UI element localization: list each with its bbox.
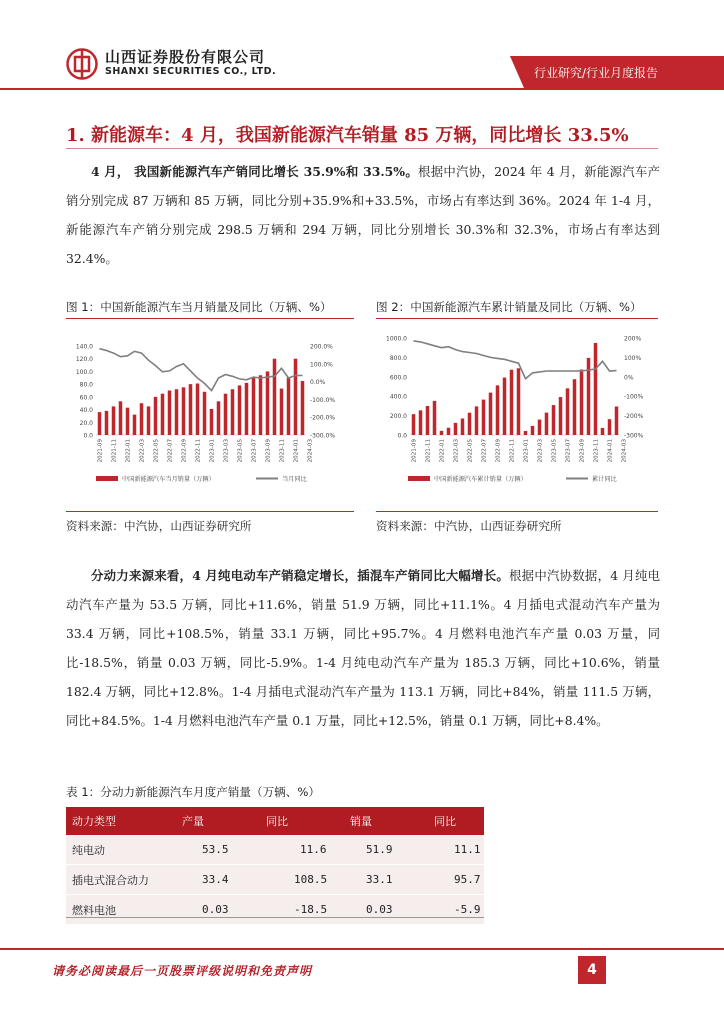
- y-right-tick-label: 0%: [624, 374, 634, 382]
- x-tick-label: 2022-07: [167, 439, 174, 463]
- x-tick-label: 2023-05: [237, 439, 244, 463]
- yoy-line: [100, 349, 303, 391]
- company-name-en: SHANXI SECURITIES CO., LTD.: [105, 66, 277, 77]
- figure-2-chart-svg: [376, 328, 658, 506]
- bar: [154, 397, 158, 435]
- bar: [210, 409, 214, 435]
- bar: [147, 406, 151, 435]
- y-left-tick-label: 120.0: [75, 356, 93, 364]
- bar: [273, 359, 277, 435]
- table-bottom-rule: [66, 917, 484, 918]
- bar: [294, 359, 298, 435]
- table-header-cell: 销量: [344, 807, 428, 835]
- bar: [203, 392, 207, 435]
- bar: [419, 410, 423, 435]
- bar: [301, 381, 305, 435]
- bar: [259, 375, 263, 435]
- x-tick-label: 2023-11: [593, 439, 600, 463]
- legend-bar-swatch: [96, 476, 118, 481]
- bar: [287, 378, 291, 435]
- x-tick-label: 2024-03: [307, 439, 314, 463]
- table-header-cell: 同比: [260, 807, 344, 835]
- x-tick-label: 2021-09: [97, 439, 104, 463]
- table-row: [66, 895, 484, 925]
- figure-2-chart: [376, 328, 658, 506]
- x-tick-label: 2022-11: [509, 439, 516, 463]
- figure-1-title: 图 1：中国新能源汽车当月销量及同比（万辆、%）: [66, 300, 332, 314]
- y-right-tick-label: -300%: [624, 432, 644, 440]
- y-right-tick-label: -100.0%: [310, 396, 336, 404]
- table-cell: 33.4: [172, 865, 260, 895]
- table-header-cell: 产量: [172, 807, 260, 835]
- figure-1-chart: [66, 328, 354, 506]
- x-tick-label: 2022-09: [495, 439, 502, 463]
- bar: [196, 384, 200, 435]
- table-cell: 0.03: [344, 895, 428, 925]
- y-left-tick-label: 200.0: [389, 413, 407, 421]
- table-cell: 11.1: [428, 835, 484, 865]
- table-header-cell: 同比: [428, 807, 484, 835]
- legend-bar-label: 中国新能源汽车当月销量（万辆）: [122, 476, 215, 483]
- x-tick-label: 2023-07: [565, 439, 572, 463]
- y-left-tick-label: 600.0: [389, 374, 407, 382]
- x-tick-label: 2022-05: [153, 439, 160, 463]
- report-type-tag: 行业研究/行业月度报告: [524, 56, 724, 88]
- table-row: [66, 865, 484, 895]
- bar: [559, 397, 563, 435]
- bar: [615, 406, 619, 435]
- legend-bar-label: 中国新能源汽车累计销量（万辆）: [434, 476, 527, 483]
- x-tick-label: 2024-03: [621, 439, 628, 463]
- page-number: 4: [578, 956, 606, 984]
- x-tick-label: 2022-07: [481, 439, 488, 463]
- table-cell: 95.7: [428, 865, 484, 895]
- yoy-line: [414, 341, 617, 379]
- bar: [594, 343, 598, 435]
- y-right-tick-label: 100.0%: [310, 361, 333, 369]
- y-right-tick-label: -200%: [624, 413, 644, 421]
- footer-rule: [0, 948, 724, 950]
- bar: [231, 389, 235, 435]
- y-right-tick-label: 200%: [624, 335, 642, 343]
- table-cell: 53.5: [172, 835, 260, 865]
- y-left-tick-label: 60.0: [79, 394, 93, 402]
- bar: [133, 415, 137, 435]
- table-cell: 11.6: [260, 835, 344, 865]
- bar: [412, 414, 416, 435]
- y-left-tick-label: 140.0: [75, 343, 93, 351]
- y-right-tick-label: 200.0%: [310, 343, 333, 351]
- bar: [538, 420, 542, 435]
- figure-1-bottom-rule: [66, 511, 354, 512]
- y-right-tick-label: -100%: [624, 393, 644, 401]
- bar: [175, 389, 179, 435]
- x-tick-label: 2022-05: [467, 439, 474, 463]
- y-right-tick-label: 0.0%: [310, 379, 326, 387]
- bar: [468, 413, 472, 435]
- bar: [140, 403, 144, 435]
- x-tick-label: 2022-03: [453, 439, 460, 463]
- bar: [426, 406, 430, 435]
- figure-2-bottom-rule: [376, 511, 658, 512]
- bar: [440, 431, 444, 435]
- bar: [252, 378, 256, 435]
- bar: [489, 393, 493, 435]
- table-cell: -5.9: [428, 895, 484, 925]
- x-tick-label: 2023-07: [251, 439, 258, 463]
- y-left-tick-label: 0.0: [83, 432, 93, 440]
- y-left-tick-label: 800.0: [389, 354, 407, 362]
- y-left-tick-label: 100.0: [75, 368, 93, 376]
- bar: [524, 431, 528, 435]
- figure-2-source: 资料来源：中汽协，山西证券研究所: [376, 519, 562, 533]
- x-tick-label: 2021-11: [425, 439, 432, 463]
- bar: [545, 413, 549, 435]
- x-tick-label: 2024-01: [293, 439, 300, 463]
- y-left-tick-label: 80.0: [79, 381, 93, 389]
- bar: [98, 412, 102, 435]
- bar: [266, 371, 270, 435]
- table-cell: 51.9: [344, 835, 428, 865]
- section-title: 1. 新能源车：4 月，我国新能源汽车销量 85 万辆，同比增长 33.5%: [66, 125, 629, 146]
- bar: [496, 385, 500, 435]
- bar: [482, 400, 486, 435]
- bar: [517, 368, 521, 435]
- x-tick-label: 2023-01: [523, 439, 530, 463]
- bar: [573, 379, 577, 435]
- bar: [224, 394, 228, 435]
- bar: [189, 384, 193, 435]
- legend-line-label: 累计同比: [592, 476, 617, 483]
- table-cell: 纯电动: [66, 835, 172, 865]
- table-header-row: [66, 807, 484, 835]
- bar: [608, 419, 612, 435]
- x-tick-label: 2021-11: [111, 439, 118, 463]
- bar: [280, 389, 284, 435]
- figure-2-top-rule: [376, 318, 658, 319]
- legend-bar-swatch: [408, 476, 430, 481]
- bar: [580, 370, 584, 435]
- y-right-tick-label: -200.0%: [310, 414, 336, 422]
- table-cell: 0.03: [172, 895, 260, 925]
- bar: [126, 408, 130, 435]
- company-logo: [66, 48, 98, 80]
- paragraph-2-lead: 分动力来源来看，4 月纯电动车产销稳定增长，插混车产销同比大幅增长。: [91, 568, 510, 583]
- bar: [161, 394, 165, 435]
- x-tick-label: 2021-09: [411, 439, 418, 463]
- bar: [510, 370, 514, 435]
- bar: [433, 401, 437, 435]
- bar: [168, 391, 172, 436]
- x-tick-label: 2023-09: [265, 439, 272, 463]
- company-name-cn: 山西证券股份有限公司: [105, 48, 266, 66]
- y-left-tick-label: 400.0: [389, 393, 407, 401]
- bar: [112, 406, 116, 435]
- table-row: [66, 835, 484, 865]
- paragraph-2: [66, 561, 660, 735]
- footer-disclaimer: 请务必阅读最后一页股票评级说明和免责声明: [52, 964, 313, 978]
- legend-line-label: 当月同比: [282, 476, 307, 483]
- x-tick-label: 2022-11: [195, 439, 202, 463]
- x-tick-label: 2023-01: [209, 439, 216, 463]
- y-right-tick-label: 100%: [624, 354, 642, 362]
- table-cell: -18.5: [260, 895, 344, 925]
- table-cell: 插电式混合动力: [66, 865, 172, 895]
- paragraph-1-body: 根据中汽协，2024 年 4 月，新能源汽车产销分别完成 87 万辆和 85 万辆，同比分别+35.9%和+33.5%，市场占有率达到 36%。2024 年 1-4 月，新能源汽车产销分别完成 298.5 万辆和 294 万辆，同比分别增长 30.3%和 32.3%，市场占有率达到 32.4%。: [66, 164, 661, 266]
- section-title-rule: [66, 148, 658, 149]
- y-left-tick-label: 1000.0: [386, 335, 407, 343]
- bar: [531, 426, 535, 435]
- figure-1-chart-svg: [66, 328, 354, 506]
- x-tick-label: 2023-09: [579, 439, 586, 463]
- table-1-title: 表 1：分动力新能源汽车月度产销量（万辆、%）: [66, 785, 320, 799]
- table-cell: 燃料电池: [66, 895, 172, 925]
- bar: [105, 411, 109, 435]
- bar: [238, 385, 242, 435]
- bar: [245, 383, 249, 435]
- paragraph-1-lead: 4 月， 我国新能源汽车产销同比增长 35.9%和 33.5%。: [91, 164, 419, 179]
- x-tick-label: 2022-09: [181, 439, 188, 463]
- x-tick-label: 2023-03: [223, 439, 230, 463]
- x-tick-label: 2023-11: [279, 439, 286, 463]
- table-cell: 108.5: [260, 865, 344, 895]
- figure-1-top-rule: [66, 318, 354, 319]
- table-1: [66, 807, 484, 925]
- table-header-cell: 动力类型: [66, 807, 172, 835]
- y-right-tick-label: -300.0%: [310, 432, 336, 440]
- bar: [119, 401, 123, 435]
- y-left-tick-label: 20.0: [79, 419, 93, 427]
- header-rule: [0, 88, 724, 90]
- bar: [447, 428, 451, 435]
- paragraph-2-body: 根据中汽协数据，4 月纯电动汽车产量为 53.5 万辆，同比+11.6%，销量 51.9 万辆，同比+11.1%。4 月插电式混动汽车产量为 33.4 万辆，同比+108.5%，销量 33.1 万辆，同比+95.7%。4 月燃料电池汽车产量 0.03 万量，同比-18.5%，销量 0.03 万辆，同比-5.9%。1-4 月纯电动汽车产量为 185.3 万辆，同比+10.6%，销量 182.4 万辆，同比+12.8%。1-4 月插电式混动汽车产量为 113.1 万辆，同比+84%，销量 111.5 万辆，同比+84.5%。1-4 月燃料电池汽车产量 0.1 万量，同比+12.5%，销量 0.1 万辆，同比+8.4%。: [66, 568, 660, 728]
- paragraph-1: [66, 157, 660, 273]
- figure-1-source: 资料来源：中汽协，山西证券研究所: [66, 519, 252, 533]
- x-tick-label: 2023-05: [551, 439, 558, 463]
- bar: [552, 405, 556, 435]
- bar: [566, 388, 570, 435]
- figure-2-title: 图 2：中国新能源汽车累计销量及同比（万辆、%）: [376, 300, 642, 314]
- bar: [217, 401, 221, 435]
- x-tick-label: 2023-03: [537, 439, 544, 463]
- y-left-tick-label: 40.0: [79, 407, 93, 415]
- bar: [182, 387, 186, 435]
- table-cell: 33.1: [344, 865, 428, 895]
- y-left-tick-label: 0.0: [397, 432, 407, 440]
- bar: [461, 419, 465, 435]
- x-tick-label: 2022-03: [139, 439, 146, 463]
- bar: [503, 378, 507, 435]
- x-tick-label: 2024-01: [607, 439, 614, 463]
- bar: [601, 428, 605, 435]
- x-tick-label: 2022-01: [439, 439, 446, 463]
- bar: [454, 423, 458, 435]
- bar: [475, 406, 479, 435]
- x-tick-label: 2022-01: [125, 439, 132, 463]
